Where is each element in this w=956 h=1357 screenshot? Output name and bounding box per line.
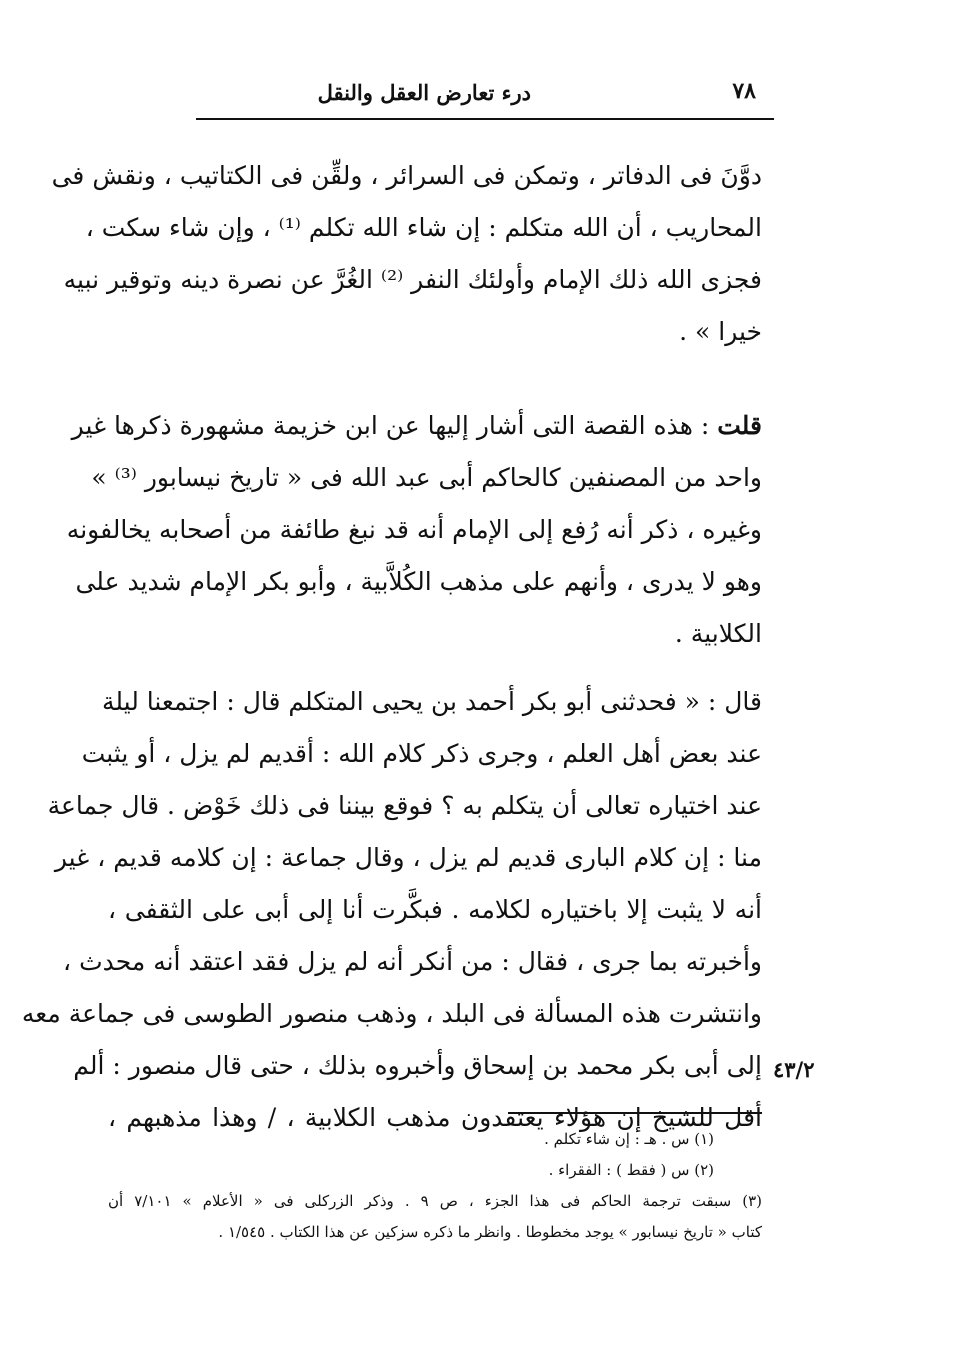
text-line: عند بعض أهل العلم ، وجرى ذكر كلام الله : أقديم لم يزل ، أو يثبت: [81, 739, 762, 768]
text-line: فجزى الله ذلك الإمام وأولئك النفر ⁽²⁾ الغُرَّ عن نصرة دينه وتوقير نبيه: [63, 265, 762, 294]
text-line: منا : إن كلام البارى قديم لم يزل ، وقال جماعة : إن كلامه قديم ، غير: [54, 843, 762, 872]
margin-reference: ٤٣/٢: [773, 1057, 815, 1082]
text-line: وغيره ، ذكر أنه رُفع إلى الإمام أنه قد نبغ طائفة من أصحابه يخالفونه: [66, 515, 762, 544]
text-line: وهو لا يدرى ، وأنهم على مذهب الكُلاَّبية ، وأبو بكر الإمام شديد على: [75, 567, 762, 596]
page-header: [196, 78, 756, 114]
text-line: خيرا » .: [679, 317, 762, 346]
footnote-item-continued: كتاب « تاريخ نيسابور » يوجد مخطوطا . وانظر ما ذكره سزكين عن هذا الكتاب . ١/٥٤٥ .: [218, 1223, 762, 1241]
main-text: [21, 150, 762, 1144]
text-line: وأخبرته بما جرى ، فقال : من أنكر أنه لم يزل فقد اعتقد أنه محدث ،: [63, 947, 762, 976]
footnote-rule: [508, 1112, 762, 1114]
text-line: الكلابية .: [674, 619, 762, 648]
header-rule: [196, 118, 774, 120]
text-line: أقل للشيخ إن هؤلاء يعتقدون مذهب الكلابية ، / وهذا مذهبهم ،: [108, 1103, 762, 1132]
text-line: [71, 400, 762, 452]
footnote-item: (٣) سبقت ترجمة الحاكم فى هذا الجزء ، ص ٩ . وذكر الزركلى فى « الأعلام » ٧/١٠١ أن: [108, 1192, 763, 1210]
text-line: أنه لا يثبت إلا باختياره لكلامه . فبكَّرت أنا إلى أبى على الثقفى ،: [108, 895, 762, 924]
text-line-rest: : هذه القصة التى أشار إليها عن ابن خزيمة مشهورة ذكرها غير: [71, 411, 710, 440]
footnotes: [108, 1124, 762, 1248]
qult-lead: قلت: [717, 411, 762, 440]
text-line: واحد من المصنفين كالحاكم أبى عبد الله فى « تاريخ نيسابور ⁽³⁾ »: [91, 463, 762, 492]
text-line: إلى أبى بكر محمد بن إسحاق وأخبروه بذلك ، حتى قال منصور : ألم: [73, 1051, 762, 1080]
text-line: وانتشرت هذه المسألة فى البلد ، وذهب منصور الطوسى فى جماعة معه: [21, 999, 762, 1028]
text-line: المحاريب ، أن الله متكلم : إن شاء الله تكلم ⁽¹⁾ ، وإن شاء سكت ،: [85, 213, 762, 242]
paragraph-gap: [108, 660, 762, 676]
running-title: درء تعارض العقل والنقل: [317, 80, 531, 105]
footnote-item: (١) س . هـ : إن شاء تكلم .: [544, 1130, 714, 1148]
footnote-item: (٢) س ( فقط ) : الفقراء .: [548, 1161, 714, 1179]
page-number: ٧٨: [732, 78, 756, 104]
paragraph-gap: [108, 358, 762, 400]
text-line: قال : « فحدثنى أبو بكر أحمد بن يحيى المتكلم قال : اجتمعنا ليلة: [101, 687, 762, 716]
text-line: دوَّنَ فى الدفاتر ، وتمكن فى السرائر ، ولقِّن فى الكتاتيب ، ونقش فى: [51, 161, 762, 190]
text-line: عند اختياره تعالى أن يتكلم به ؟ فوقع بيننا فى ذلك خَوْض . قال جماعة: [47, 791, 762, 820]
